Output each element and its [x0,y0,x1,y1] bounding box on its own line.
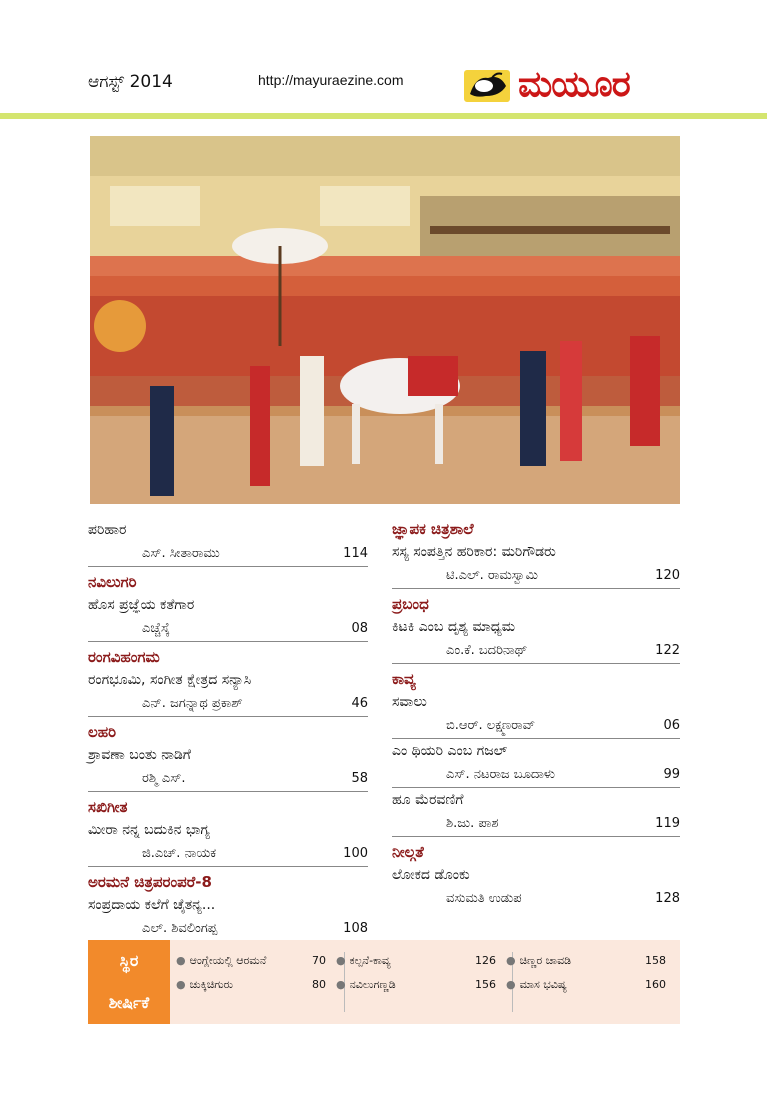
article-page: 06 [663,718,680,733]
fixed-item-name: ಕಲ್ಪನೆ-ಕಾವ್ಯ [349,954,391,967]
article-author: ಎಸ್. ನಟರಾಜ ಬೂದಾಳು [446,767,556,782]
fixed-label-line2: ಶೀರ್ಷಿಕೆ [108,993,150,1012]
fixed-column-item[interactable] [506,954,676,968]
fixed-item-page: 80 [312,978,326,991]
logo-wordmark: ಮಯೂರ [518,64,630,105]
article-page: 100 [343,846,368,861]
article-title[interactable]: ಸವಾಲು [392,694,427,710]
section-heading: ನವಿಲುಗರಿ [88,573,137,591]
article-author: ಎನ್. ಜಗನ್ನಾಥ ಪ್ರಕಾಶ್ [142,696,243,711]
article-byline [88,917,368,942]
article-title[interactable]: ಸಂಪ್ರದಾಯ ಕಲೆಗೆ ಚೈತನ್ಯ... [88,897,216,913]
fixed-label-line1: ಸ್ಥಿರ [119,951,139,970]
site-url[interactable]: http://mayuraezine.com [258,72,404,88]
article-page: 120 [655,568,680,583]
article-title[interactable]: ಕಿಟಕಿ ಎಂಬ ದೃಶ್ಯ ಮಾಧ್ಯಮ [392,619,516,635]
fixed-column-item[interactable] [176,978,336,992]
fixed-item-page: 126 [475,954,496,967]
section-heading: ಲಹರಿ [88,723,117,741]
header-divider [0,113,767,119]
fixed-item-page: 160 [645,978,666,991]
bullet-icon: ● [176,954,186,967]
article-page: 108 [343,921,368,936]
article-author: ಶಿ.ಜು. ಪಾಶ [446,816,499,831]
article-byline [392,564,680,589]
article-byline [392,887,680,911]
fixed-item-name: ಚುಕ್ಕಿಚಿಗುರು [189,978,233,991]
article-page: 128 [655,891,680,906]
fixed-columns-box [88,940,680,1024]
section-heading: ಪ್ರಬಂಧ [392,595,429,613]
article-author: ಎಸ್. ಸೀತಾರಾಮು [142,546,220,561]
article-byline [88,767,368,792]
section-heading: ನೀಲ್ಗತೆ [392,843,424,861]
article-title[interactable]: ಸಸ್ಯ ಸಂಪತ್ತಿನ ಹರಿಕಾರ: ಮರಿಗೌಡರು [392,544,556,560]
article-title[interactable]: ಹೂ ಮೆರವಣಿಗೆ [392,792,464,808]
cover-painting [90,136,680,504]
article-byline [392,639,680,664]
fixed-item-page: 156 [475,978,496,991]
section-heading: ರಂಗವಿಹಂಗಮ [88,648,160,666]
article-title[interactable]: ಹೊಸ ಪ್ರಜ್ಞೆಯ ಕತೆಗಾರ [88,597,195,613]
article-page: 122 [655,643,680,658]
page-header [0,0,767,120]
article-title[interactable]: ಎಂ ಥಿಯರಿ ಎಂಬ ಗಜಲ್ [392,743,508,759]
article-author: ಜಿ.ಎಚ್. ನಾಯಕ [142,846,217,861]
article-byline [88,842,368,867]
article-byline [392,714,680,739]
article-page: 114 [343,546,368,561]
bullet-icon: ● [336,978,346,991]
magazine-logo [462,64,630,106]
article-page: 99 [663,767,680,782]
article-title[interactable]: ಪರಿಹಾರ [88,522,127,538]
article-byline [88,542,368,567]
fixed-column-item[interactable] [176,954,336,968]
article-byline [88,692,368,717]
article-title[interactable]: ರಂಗಭೂಮಿ, ಸಂಗೀತ ಕ್ಷೇತ್ರದ ಸನ್ಯಾಸಿ [88,672,252,688]
article-title[interactable]: ಶ್ರಾವಣಾ ಬಂತು ನಾಡಿಗೆ [88,747,191,763]
article-byline [88,617,368,642]
article-byline [392,763,680,788]
fixed-item-name: ಚಿಣ್ಣರ ಚಾವಡಿ [519,954,572,967]
fixed-item-page: 70 [312,954,326,967]
article-author: ಬಿ.ಆರ್. ಲಕ್ಷ್ಮಣರಾವ್ [446,718,536,733]
article-author: ರಶ್ಮಿ ಎಸ್. [142,771,186,786]
article-page: 46 [351,696,368,711]
article-author: ಎಚ್ಚೆಸ್ಕೆ [142,621,170,636]
fixed-item-name: ಮಾಸ ಭವಿಷ್ಯ [519,978,567,991]
fixed-column-item[interactable] [336,954,506,968]
issue-date: ಆಗಸ್ಟ್ 2014 [88,72,173,92]
section-heading: ಕಾವ್ಯ [392,670,416,688]
bullet-icon: ● [336,954,346,967]
article-title[interactable]: ಲೋಕದ ಡೊಂಕು [392,867,470,883]
section-heading: ಅರಮನೆ ಚಿತ್ರಪರಂಪರೆ-8 [88,873,212,891]
fixed-item-name: ನವಿಲುಗಣ್ಣಡಿ [349,978,396,991]
article-page: 58 [351,771,368,786]
section-heading: ಸಖಿಗೀತ [88,798,128,816]
fixed-item-name: ಆಂಗ್ಲೇಯಲ್ಲಿ ಆರಮನೆ [189,954,267,967]
article-page: 08 [351,621,368,636]
fixed-column-item[interactable] [506,978,676,992]
fixed-item-page: 158 [645,954,666,967]
article-byline [392,812,680,837]
section-heading: ಜ್ಞಾಪಕ ಚಿತ್ರಶಾಲೆ [392,520,474,538]
article-author: ಟಿ.ಎಲ್. ರಾಮಸ್ವಾಮಿ [446,568,538,583]
article-page: 119 [655,816,680,831]
article-author: ಎಂ.ಕೆ. ಬದರಿನಾಥ್ [446,643,528,658]
bullet-icon: ● [506,978,516,991]
article-author: ಎಲ್. ಶಿವಲಿಂಗಪ್ಪ [142,921,218,936]
toc-left-column [88,518,368,942]
toc-right-column [392,518,680,911]
fixed-column-item[interactable] [336,978,506,992]
article-author: ವಸುಮತಿ ಉಡುಪ [446,891,522,906]
fixed-columns-list [176,954,676,992]
bullet-icon: ● [506,954,516,967]
peacock-emblem-icon [462,64,512,106]
fixed-columns-label [88,940,170,1024]
article-title[interactable]: ಮೀರಾ ನನ್ನ ಬದುಕಿನ ಭಾಗ್ಯ [88,822,210,838]
bullet-icon: ● [176,978,186,991]
